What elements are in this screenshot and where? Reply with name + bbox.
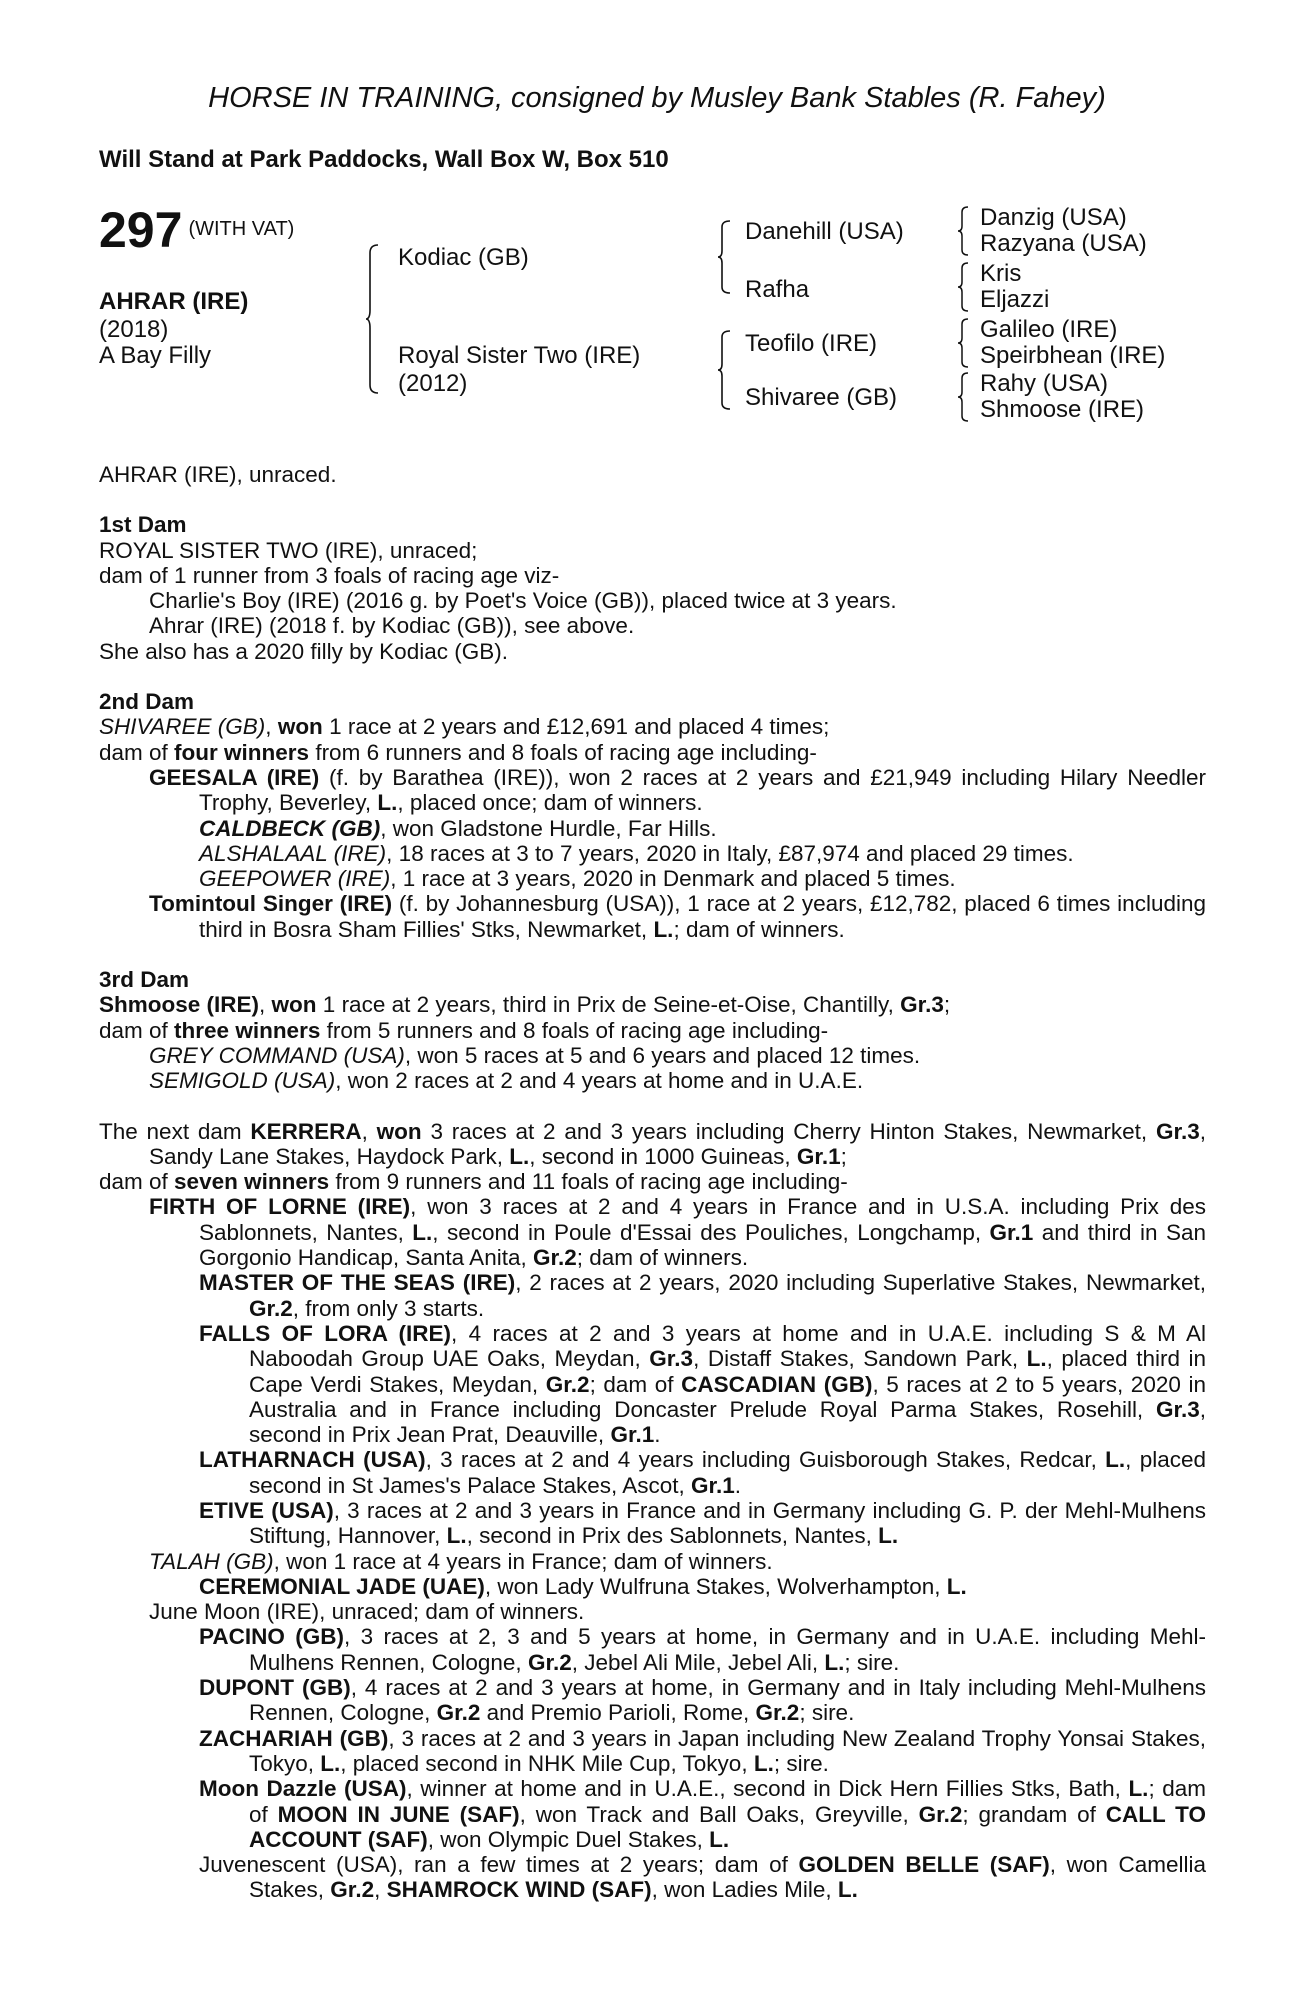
pedigree-brace-g4 [958, 372, 970, 422]
bold-text: L. [509, 1143, 530, 1169]
horse-name-italic: GREY COMMAND (USA) [149, 1042, 405, 1068]
third-dam-line [99, 992, 1206, 1017]
summary-line: AHRAR (IRE), unraced. [99, 462, 337, 487]
pedigree-brace-g3 [958, 318, 970, 368]
pedigree-g7: Rahy (USA) [980, 370, 1109, 397]
horse-name-bold-italic: CALDBECK (GB) [199, 815, 381, 841]
text: , placed third in Cape Verdi Stakes, Meydan, [249, 1346, 1207, 1397]
horse-name-italic: ALSHALAAL (IRE) [199, 840, 387, 866]
first-dam-produce: Ahrar (IRE) (2018 f. by Kodiac (GB)), see above. [149, 613, 635, 639]
pedigree-g5: Galileo (IRE) [980, 316, 1118, 343]
bold-text: seven winners [174, 1169, 330, 1195]
produce-entry [99, 841, 1206, 866]
next-dam-line [99, 1119, 1206, 1170]
bold-text: Gr.1 [610, 1422, 655, 1448]
pedigree-dam-dam: Shivaree (GB) [745, 384, 898, 411]
horse-name-bold: FIRTH OF LORNE (IRE) [149, 1194, 411, 1220]
bold-text: L. [878, 1523, 899, 1549]
bold-text: L. [412, 1219, 433, 1245]
produce-entry [99, 1852, 1206, 1903]
produce-entry [99, 1675, 1206, 1726]
text: ; sire. [799, 1700, 855, 1726]
text: , second in Prix des Sablonnets, Nantes, [466, 1523, 879, 1549]
text: from 5 runners and 8 foals of racing age including- [320, 1017, 829, 1043]
horse-name-bold: Moon Dazzle (USA) [199, 1776, 407, 1802]
bold-text: Gr.2 [249, 1295, 293, 1321]
bold-text: Gr.2 [527, 1649, 572, 1675]
horse-description: A Bay Filly [99, 342, 212, 369]
produce-entry [99, 1498, 1206, 1549]
first-dam-produce: Charlie's Boy (IRE) (2016 g. by Poet's Voice (GB)), placed twice at 3 years. [149, 588, 897, 614]
text: , [259, 992, 272, 1018]
horse-name-bold: Tomintoul Singer (IRE) [149, 891, 393, 917]
produce-entry [99, 1068, 1206, 1093]
horse-name-italic: TALAH (GB) [149, 1548, 274, 1574]
produce-entry [99, 765, 1206, 816]
second-dam-line [99, 740, 1206, 765]
next-dam-line [99, 1169, 1206, 1194]
produce-entry [99, 1574, 1206, 1599]
text: , placed second in St James's Palace Stakes, Ascot, [249, 1447, 1206, 1498]
text: , 3 races at 2 and 3 years in France and in Germany including G. P. der Mehl-Mulhens Stiftung, Hannover, [249, 1497, 1206, 1549]
bold-text: L. [946, 1573, 967, 1599]
text: and Premio Parioli, Rome, [480, 1700, 756, 1726]
lot-number-value: 297 [99, 202, 183, 258]
text: ; dam of [589, 1371, 682, 1397]
produce-entry [99, 1549, 1206, 1574]
text: , won 3 races at 2 and 4 years in France and in U.S.A. including Prix des Sablonnets, Nantes, [199, 1194, 1206, 1245]
bold-text: L. [824, 1649, 845, 1675]
text: , won 2 races at 2 and 4 years at home and in U.A.E. [335, 1068, 864, 1094]
first-dam-heading: 1st Dam [99, 512, 187, 538]
pedigree-dam-year: (2012) [398, 370, 468, 397]
text: , [265, 714, 278, 740]
second-dam-heading: 2nd Dam [99, 689, 195, 715]
text: ; sire. [773, 1750, 829, 1776]
text: , Distaff Stakes, Sandown Park, [693, 1346, 1027, 1372]
horse-name-bold: MOON IN JUNE (SAF) [277, 1801, 520, 1827]
produce-entry: June Moon (IRE), unraced; dam of winners. [149, 1599, 585, 1625]
bold-text: L. [377, 790, 398, 816]
text: 1 race at 2 years, third in Prix de Seine-et-Oise, Chantilly, [316, 992, 901, 1018]
horse-name-bold: GOLDEN BELLE (SAF) [798, 1852, 1050, 1878]
horse-name-bold: MASTER OF THE SEAS (IRE) [199, 1270, 516, 1296]
text: , Sandy Lane Stakes, Haydock Park, [149, 1118, 1206, 1169]
bold-text: three winners [174, 1017, 321, 1043]
bold-text: Gr.1 [691, 1472, 735, 1498]
text: , won Camellia Stakes, [249, 1852, 1206, 1903]
pedigree-dam: Royal Sister Two (IRE) [398, 342, 641, 369]
text: Juvenescent (USA), ran a few times at 2 years; dam of [199, 1852, 799, 1878]
text: , [361, 1118, 377, 1144]
text: , 2 races at 2 years, 2020 including Superlative Stakes, Newmarket, [515, 1270, 1207, 1296]
horse-name-bold: ETIVE (USA) [199, 1497, 334, 1523]
bold-text: won [271, 992, 317, 1018]
pedigree-brace-g1 [958, 206, 970, 256]
produce-record [99, 462, 1206, 1903]
produce-entry [99, 1447, 1206, 1498]
horse-year: (2018) [99, 316, 169, 343]
text: , won Ladies Mile, [651, 1877, 838, 1903]
produce-entry [99, 1776, 1206, 1852]
text: , won Gladstone Hurdle, Far Hills. [380, 815, 717, 841]
text: , won 5 races at 5 and 6 years and placed 12 times. [404, 1042, 921, 1068]
lot-number [99, 202, 295, 258]
text: , 4 races at 2 and 3 years at home, in Germany and in Italy including Mehl-Mulhens Rennen, Cologne, [249, 1675, 1206, 1726]
third-dam-line [99, 1018, 1206, 1043]
text: ; dam of [249, 1776, 1206, 1827]
text: , 1 race at 3 years, 2020 in Denmark and placed 5 times. [390, 866, 956, 892]
text: dam of [99, 1169, 175, 1195]
bold-text: Gr.3 [1155, 1118, 1200, 1144]
horse-name-bold: CASCADIAN (GB) [681, 1371, 873, 1397]
bold-text: L. [709, 1826, 730, 1852]
text: , won 1 race at 4 years in France; dam of winners. [273, 1548, 773, 1574]
bold-text: Gr.3 [1155, 1396, 1200, 1422]
bold-text: Gr.1 [796, 1143, 841, 1169]
text: , placed once; dam of winners. [397, 790, 703, 816]
text: The next dam [99, 1118, 251, 1144]
text: , won Olympic Duel Stakes, [427, 1826, 710, 1852]
text: , 3 races at 2, 3 and 5 years at home, in Germany and in U.A.E. including Mehl-Mulhens Rennen, Cologne, [249, 1624, 1206, 1675]
text: , 18 races at 3 to 7 years, 2020 in Italy, £87,974 and placed 29 times. [386, 840, 1074, 866]
text: , placed second in NHK Mile Cup, Tokyo, [340, 1750, 754, 1776]
text: , second in Poule d'Essai des Pouliches, Longchamp, [432, 1219, 990, 1245]
produce-entry [99, 1726, 1206, 1777]
bold-text: Gr.2 [545, 1371, 590, 1397]
bold-text: L. [837, 1877, 858, 1903]
horse-name-bold: SHAMROCK WIND (SAF) [386, 1877, 652, 1903]
text: , second in Prix Jean Prat, Deauville, [249, 1396, 1206, 1448]
text: , Jebel Ali Mile, Jebel Ali, [571, 1649, 825, 1675]
horse-name-bold: CEREMONIAL JADE (UAE) [199, 1573, 485, 1599]
first-dam-line: ROYAL SISTER TWO (IRE), unraced; [99, 537, 478, 563]
text: ; sire. [844, 1649, 900, 1675]
text: , 3 races at 2 and 4 years including Guisborough Stakes, Redcar, [425, 1447, 1106, 1473]
pedigree-sire-sire: Danehill (USA) [745, 218, 904, 245]
dam-name-bold: Shmoose (IRE) [99, 992, 260, 1018]
text: (f. by Barathea (IRE)), won 2 races at 2 years and £21,949 including Hilary Needler Trophy, Beverley, [199, 764, 1206, 816]
bold-text: Gr.2 [330, 1877, 375, 1903]
pedigree-g8: Shmoose (IRE) [980, 396, 1145, 423]
produce-entry [99, 1043, 1206, 1068]
vat-label: (WITH VAT) [188, 218, 295, 240]
text: dam of [99, 1017, 175, 1043]
text: (f. by Johannesburg (USA)), 1 race at 2 years, £12,782, placed 6 times including third in Bosra Sham Fillies' Stks, Newmarket, [199, 891, 1206, 942]
horse-name-bold: DUPONT (GB) [199, 1675, 351, 1701]
text: 1 race at 2 years and £12,691 and placed 4 times; [322, 714, 830, 740]
horse-name-italic: GEEPOWER (IRE) [199, 866, 391, 892]
text: ; dam of winners. [576, 1245, 749, 1271]
bold-text: won [277, 714, 323, 740]
text: , 3 races at 2 and 3 years in Japan including New Zealand Trophy Yonsai Stakes, Tokyo, [249, 1725, 1206, 1776]
text: from 6 runners and 8 foals of racing age including- [309, 739, 817, 765]
stand-location: Will Stand at Park Paddocks, Wall Box W, Box 510 [99, 146, 669, 173]
text: , from only 3 starts. [292, 1295, 485, 1321]
text: . [734, 1472, 742, 1498]
dam-name: SHIVAREE (GB) [99, 714, 266, 740]
produce-entry [99, 816, 1206, 841]
first-dam-line: She also has a 2020 filly by Kodiac (GB). [99, 638, 508, 664]
horse-name-bold: PACINO (GB) [199, 1624, 344, 1650]
text: , won Track and Ball Oaks, Greyville, [519, 1801, 919, 1827]
horse-name-bold: CALL TO ACCOUNT (SAF) [249, 1801, 1207, 1852]
horse-name-italic: SEMIGOLD (USA) [149, 1068, 336, 1094]
text: from 9 runners and 11 foals of racing age including- [329, 1169, 848, 1195]
text: , [374, 1877, 387, 1903]
text: and third in San Gorgonio Handicap, Santa Anita, [199, 1219, 1206, 1271]
text: , 5 races at 2 to 5 years, 2020 in Australia and in France including Doncaster Prelude Royal Parma Stakes, Rosehill, [249, 1371, 1206, 1422]
pedigree-g4: Eljazzi [980, 286, 1050, 313]
bold-text: L. [320, 1750, 341, 1776]
pedigree-brace-main [366, 244, 380, 394]
text: ; grandam of [962, 1801, 1106, 1827]
horse-name-bold: FALLS OF LORA (IRE) [199, 1320, 452, 1346]
text: . [654, 1422, 661, 1448]
pedigree-brace-sire [718, 220, 732, 294]
pedigree-g1: Danzig (USA) [980, 204, 1127, 231]
text: , 4 races at 2 and 3 years at home and in U.A.E. including S & M Al Naboodah Group UAE Oaks, Meydan, [249, 1320, 1207, 1372]
bold-text: L. [753, 1750, 774, 1776]
text: dam of [99, 739, 175, 765]
bold-text: Gr.2 [755, 1700, 800, 1726]
produce-entry [99, 866, 1206, 891]
pedigree-dam-sire: Teofilo (IRE) [745, 330, 878, 357]
bold-text: L. [653, 916, 674, 942]
page-title: HORSE IN TRAINING, consigned by Musley Bank Stables (R. Fahey) [208, 82, 1106, 114]
produce-entry [99, 1270, 1206, 1321]
bold-text: L. [1105, 1447, 1126, 1473]
horse-name-bold: LATHARNACH (USA) [199, 1447, 426, 1473]
pedigree-g3: Kris [980, 260, 1022, 287]
bold-text: Gr.3 [900, 992, 944, 1018]
bold-text: L. [1026, 1346, 1047, 1372]
text: 3 races at 2 and 3 years including Cherry Hinton Stakes, Newmarket, [421, 1118, 1156, 1144]
produce-entry [99, 1194, 1206, 1270]
pedigree-brace-g2 [958, 262, 970, 312]
horse-name-bold: ZACHARIAH (GB) [199, 1725, 389, 1751]
horse-name-bold: GEESALA (IRE) [149, 764, 320, 790]
text: ; [943, 992, 951, 1018]
third-dam-heading: 3rd Dam [99, 967, 190, 993]
pedigree-sire: Kodiac (GB) [398, 244, 529, 271]
produce-entry [99, 1321, 1206, 1447]
bold-text: Gr.2 [532, 1245, 577, 1271]
first-dam-line: dam of 1 runner from 3 foals of racing age viz- [99, 562, 560, 588]
dam-name-bold: KERRERA [250, 1118, 362, 1144]
pedigree-g2: Razyana (USA) [980, 230, 1147, 257]
text: ; dam of winners. [673, 916, 845, 942]
pedigree-sire-dam: Rafha [745, 276, 810, 303]
bold-text: L. [1128, 1776, 1149, 1802]
text: , winner at home and in U.A.E., second in Dick Hern Fillies Stks, Bath, [406, 1776, 1129, 1802]
bold-text: Gr.2 [436, 1700, 481, 1726]
text: , second in 1000 Guineas, [529, 1143, 797, 1169]
bold-text: won [376, 1118, 422, 1144]
bold-text: L. [446, 1523, 467, 1549]
bold-text: four winners [174, 739, 310, 765]
text: , won Lady Wulfruna Stakes, Wolverhampton, [484, 1573, 947, 1599]
pedigree-g6: Speirbhean (IRE) [980, 342, 1166, 369]
pedigree-brace-dam [718, 330, 732, 410]
text: ; [840, 1143, 847, 1169]
produce-entry [99, 891, 1206, 942]
produce-entry [99, 1624, 1206, 1675]
second-dam-line [99, 714, 1206, 739]
horse-name: AHRAR (IRE) [99, 288, 249, 315]
bold-text: Gr.1 [989, 1219, 1034, 1245]
bold-text: Gr.2 [918, 1801, 963, 1827]
bold-text: Gr.3 [649, 1346, 694, 1372]
